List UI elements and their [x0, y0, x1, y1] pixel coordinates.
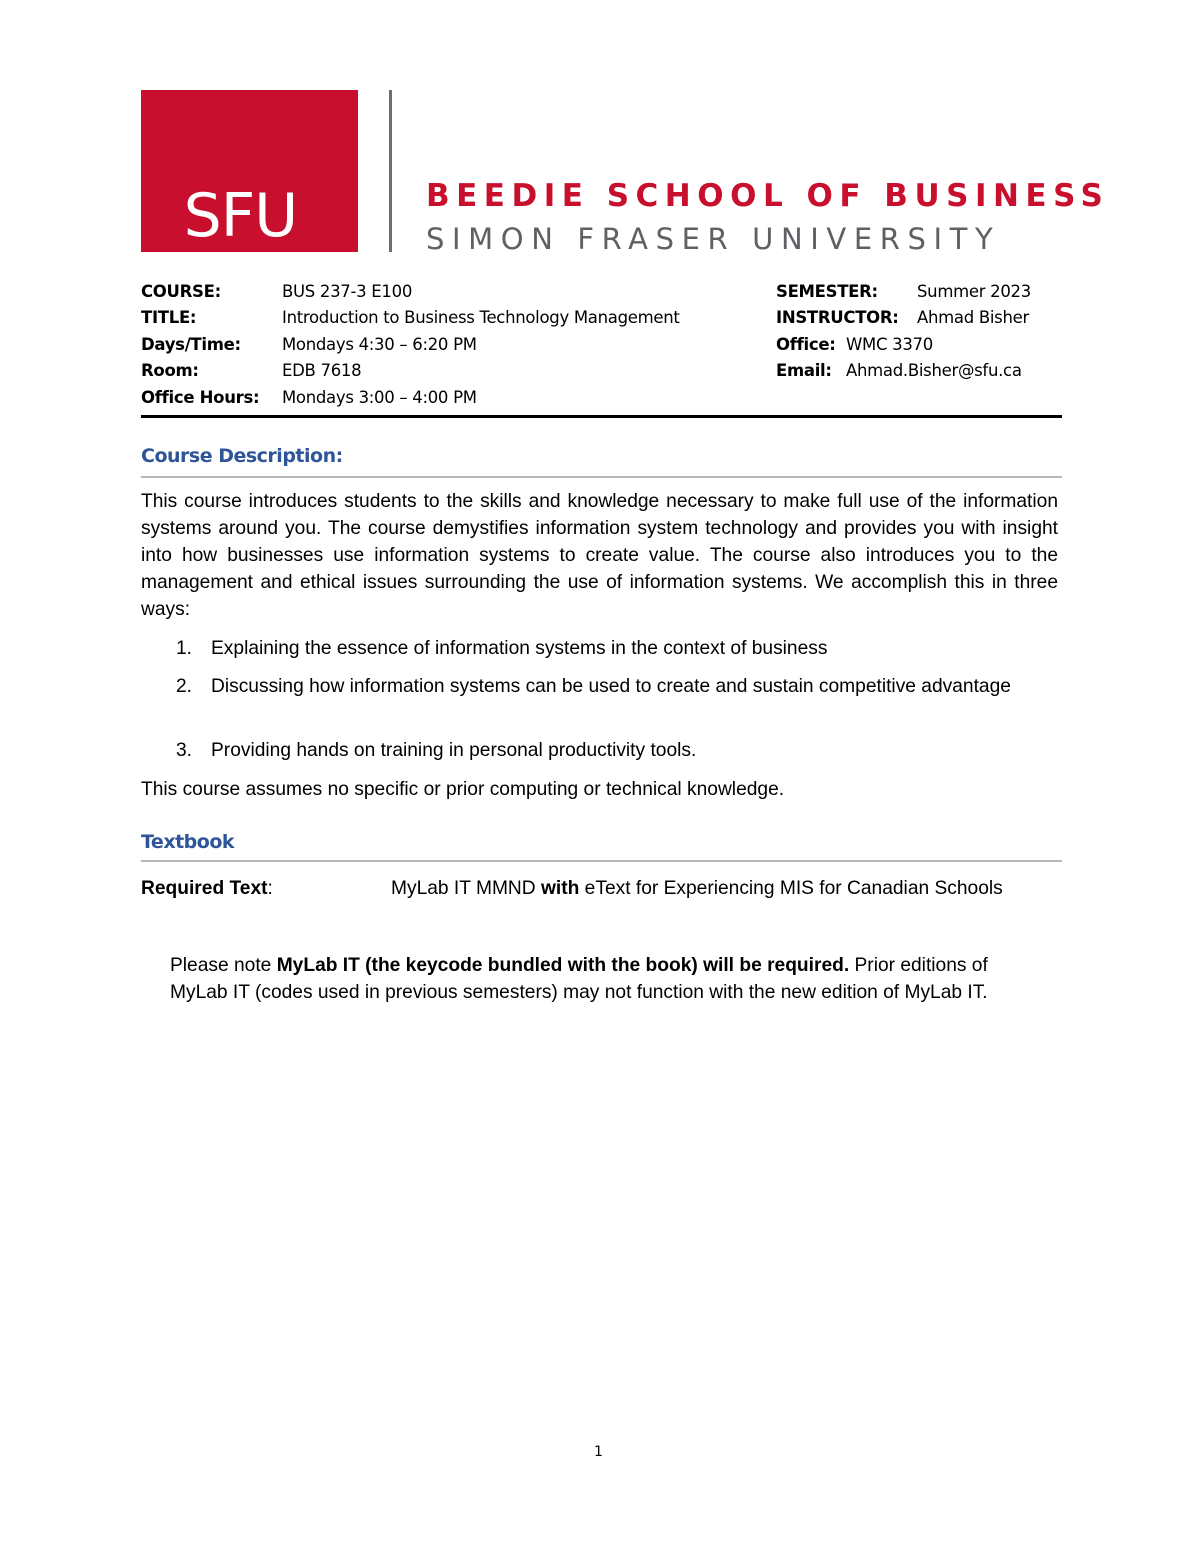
course-description-heading: Course Description: — [141, 445, 343, 467]
days-value: Mondays 4:30 – 6:20 PM — [282, 335, 477, 354]
textbook-divider — [141, 860, 1062, 862]
logo-divider — [389, 90, 392, 252]
office-hours-label: Office Hours: — [141, 388, 260, 407]
email-value: Ahmad.Bisher@sfu.ca — [846, 361, 1022, 380]
office-value: WMC 3370 — [846, 335, 933, 354]
list-item-number: 1. — [176, 638, 193, 659]
list-item: Providing hands on training in personal productivity tools. — [211, 740, 697, 761]
room-value: EDB 7618 — [282, 361, 362, 380]
school-name: BEEDIE SCHOOL OF BUSINESS — [426, 178, 1110, 214]
instructor-value: Ahmad Bisher — [917, 308, 1029, 327]
email-label: Email: — [776, 361, 832, 380]
mylab-note: Please note MyLab IT (the keycode bundled with the book) will be required. Prior editions of MyLab IT (codes used in previous semesters) may not function with the new edition of MyLab IT. — [170, 955, 988, 1003]
university-name: SIMON FRASER UNIVERSITY — [426, 222, 1001, 256]
list-item: Explaining the essence of information systems in the context of business — [211, 638, 828, 659]
room-label: Room: — [141, 361, 199, 380]
semester-label: SEMESTER: — [776, 282, 878, 301]
description-divider — [141, 476, 1062, 478]
info-divider — [141, 415, 1062, 418]
title-label: TITLE: — [141, 308, 197, 327]
office-hours-value: Mondays 3:00 – 4:00 PM — [282, 388, 477, 407]
sfu-logo-text: SFU — [183, 181, 298, 251]
list-item: Discussing how information systems can be used to create and sustain competitive advantage — [211, 676, 1011, 697]
title-value: Introduction to Business Technology Management — [282, 308, 680, 327]
required-text-value: MyLab IT MMND with eText for Experiencing MIS for Canadian Schools — [391, 878, 1003, 899]
description-paragraph: This course introduces students to the skills and knowledge necessary to make full use of the information systems around you. The course demystifies information system technology and provides you with insight into how businesses use information systems to create value. The course also introduces you to the management and ethical issues surrounding the use of information systems. We accomplish this in three ways: — [141, 491, 1058, 620]
textbook-heading: Textbook — [141, 831, 235, 853]
days-label: Days/Time: — [141, 335, 241, 354]
required-text-label: Required Text: — [141, 878, 273, 899]
semester-value: Summer 2023 — [917, 282, 1031, 301]
office-label: Office: — [776, 335, 836, 354]
sfu-logo-mark — [141, 90, 358, 252]
list-item-number: 2. — [176, 676, 193, 697]
prior-knowledge-note: This course assumes no specific or prior computing or technical knowledge. — [141, 779, 785, 800]
page-number: 1 — [594, 1444, 603, 1460]
course-value: BUS 237-3 E100 — [282, 282, 413, 301]
instructor-label: INSTRUCTOR: — [776, 308, 899, 327]
course-label: COURSE: — [141, 282, 221, 301]
list-item-number: 3. — [176, 740, 193, 761]
